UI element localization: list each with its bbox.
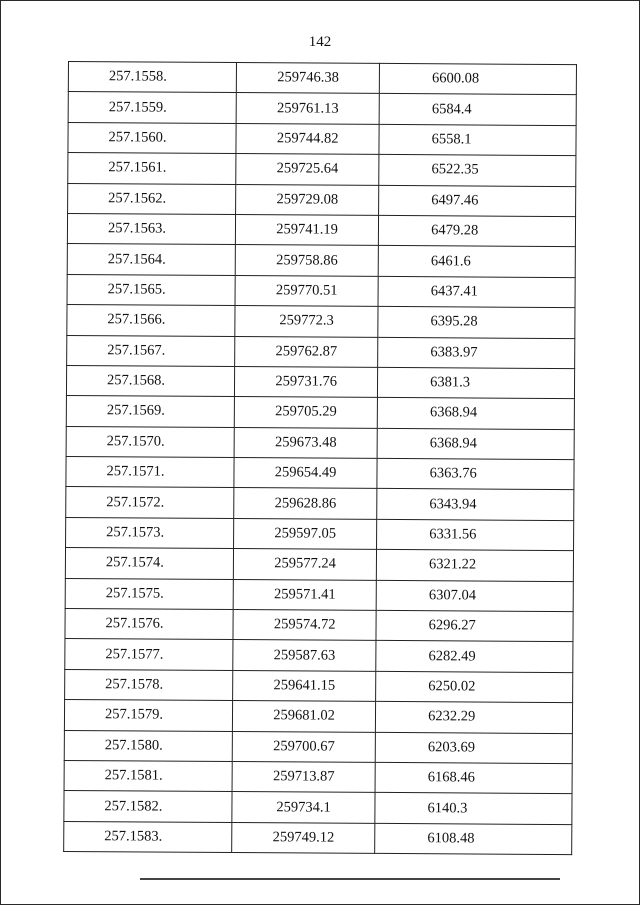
table-row [66,365,574,398]
y-coordinate-cell: 6479.28 [379,215,576,247]
table-row [65,578,573,611]
y-coordinate-cell: 6140.3 [375,793,572,825]
scan-bottom-edge [140,878,560,880]
table-row [66,457,574,490]
y-coordinate-cell: 6368.94 [377,428,574,460]
table-row [68,92,576,125]
point-id-cell: 257.1565. [67,274,235,305]
point-id-cell: 257.1579. [64,700,232,731]
y-coordinate-cell: 6168.46 [375,762,572,794]
point-id-cell: 257.1583. [64,821,232,852]
point-id-cell: 257.1576. [65,609,233,640]
table-row [66,396,574,429]
x-coordinate-cell: 259725.64 [236,154,379,185]
point-id-cell: 257.1580. [64,730,232,761]
table-row [67,274,575,307]
table-row [64,760,572,793]
page-number: 142 [308,34,332,50]
point-id-cell: 257.1578. [65,669,233,700]
point-id-cell: 257.1569. [66,396,234,427]
y-coordinate-cell: 6395.28 [378,307,575,339]
y-coordinate-cell: 6363.76 [377,458,574,490]
point-id-cell: 257.1572. [66,487,234,518]
table-row [68,62,576,95]
table-row [66,426,574,459]
x-coordinate-cell: 259741.19 [236,214,379,245]
table-row [66,487,574,520]
y-coordinate-cell: 6437.41 [378,276,575,308]
y-coordinate-cell: 6307.04 [376,580,573,612]
x-coordinate-cell: 259705.29 [234,397,377,428]
coordinates-table-body [64,62,577,855]
point-id-cell: 257.1577. [65,639,233,670]
x-coordinate-cell: 259574.72 [233,610,376,641]
table-row [68,183,576,216]
y-coordinate-cell: 6108.48 [375,823,572,855]
table-row [65,609,573,642]
x-coordinate-cell: 259758.86 [235,245,378,276]
point-id-cell: 257.1570. [66,426,234,457]
table-row [67,213,575,246]
x-coordinate-cell: 259772.3 [235,306,378,337]
x-coordinate-cell: 259587.63 [233,640,376,671]
table-row [64,700,572,733]
x-coordinate-cell: 259713.87 [232,762,375,793]
point-id-cell: 257.1567. [67,335,235,366]
x-coordinate-cell: 259654.49 [234,458,377,489]
y-coordinate-cell: 6461.6 [378,246,575,278]
x-coordinate-cell: 259673.48 [234,427,377,458]
point-id-cell: 257.1573. [66,517,234,548]
x-coordinate-cell: 259628.86 [234,488,377,519]
x-coordinate-cell: 259770.51 [235,275,378,306]
table-row [67,305,575,338]
y-coordinate-cell: 6203.69 [375,732,572,764]
y-coordinate-cell: 6343.94 [377,489,574,521]
point-id-cell: 257.1560. [68,122,236,153]
point-id-cell: 257.1574. [65,548,233,579]
table-row [64,821,572,854]
y-coordinate-cell: 6250.02 [376,671,573,703]
table-row [68,153,576,186]
x-coordinate-cell: 259746.38 [236,63,379,94]
point-id-cell: 257.1561. [68,153,236,184]
table-row [67,335,575,368]
table-row [65,548,573,581]
x-coordinate-cell: 259744.82 [236,123,379,154]
x-coordinate-cell: 259762.87 [235,336,378,367]
table-row [65,639,573,672]
x-coordinate-cell: 259571.41 [233,579,376,610]
x-coordinate-cell: 259577.24 [233,549,376,580]
table-row [64,730,572,763]
point-id-cell: 257.1575. [65,578,233,609]
y-coordinate-cell: 6381.3 [378,367,575,399]
table-row [68,122,576,155]
y-coordinate-cell: 6497.46 [379,185,576,217]
point-id-cell: 257.1582. [64,791,232,822]
y-coordinate-cell: 6600.08 [379,63,576,95]
x-coordinate-cell: 259734.1 [232,792,375,823]
y-coordinate-cell: 6331.56 [377,519,574,551]
x-coordinate-cell: 259700.67 [232,731,375,762]
x-coordinate-cell: 259729.08 [236,184,379,215]
coordinates-table [63,61,577,855]
point-id-cell: 257.1571. [66,457,234,488]
table-row [66,517,574,550]
x-coordinate-cell: 259731.76 [235,366,378,397]
y-coordinate-cell: 6522.35 [379,155,576,187]
x-coordinate-cell: 259641.15 [233,670,376,701]
y-coordinate-cell: 6232.29 [376,702,573,734]
x-coordinate-cell: 259749.12 [232,822,375,853]
point-id-cell: 257.1568. [66,365,234,396]
y-coordinate-cell: 6282.49 [376,641,573,673]
point-id-cell: 257.1558. [68,62,236,93]
y-coordinate-cell: 6368.94 [377,398,574,430]
table-row [64,791,572,824]
y-coordinate-cell: 6296.27 [376,610,573,642]
point-id-cell: 257.1564. [67,244,235,275]
point-id-cell: 257.1562. [68,183,236,214]
y-coordinate-cell: 6584.4 [379,94,576,126]
y-coordinate-cell: 6321.22 [376,550,573,582]
y-coordinate-cell: 6383.97 [378,337,575,369]
table-row [65,669,573,702]
x-coordinate-cell: 259681.02 [233,701,376,732]
point-id-cell: 257.1581. [64,760,232,791]
x-coordinate-cell: 259597.05 [234,518,377,549]
point-id-cell: 257.1559. [68,92,236,123]
table-row [67,244,575,277]
y-coordinate-cell: 6558.1 [379,124,576,156]
x-coordinate-cell: 259761.13 [236,93,379,124]
point-id-cell: 257.1566. [67,305,235,336]
point-id-cell: 257.1563. [67,213,235,244]
